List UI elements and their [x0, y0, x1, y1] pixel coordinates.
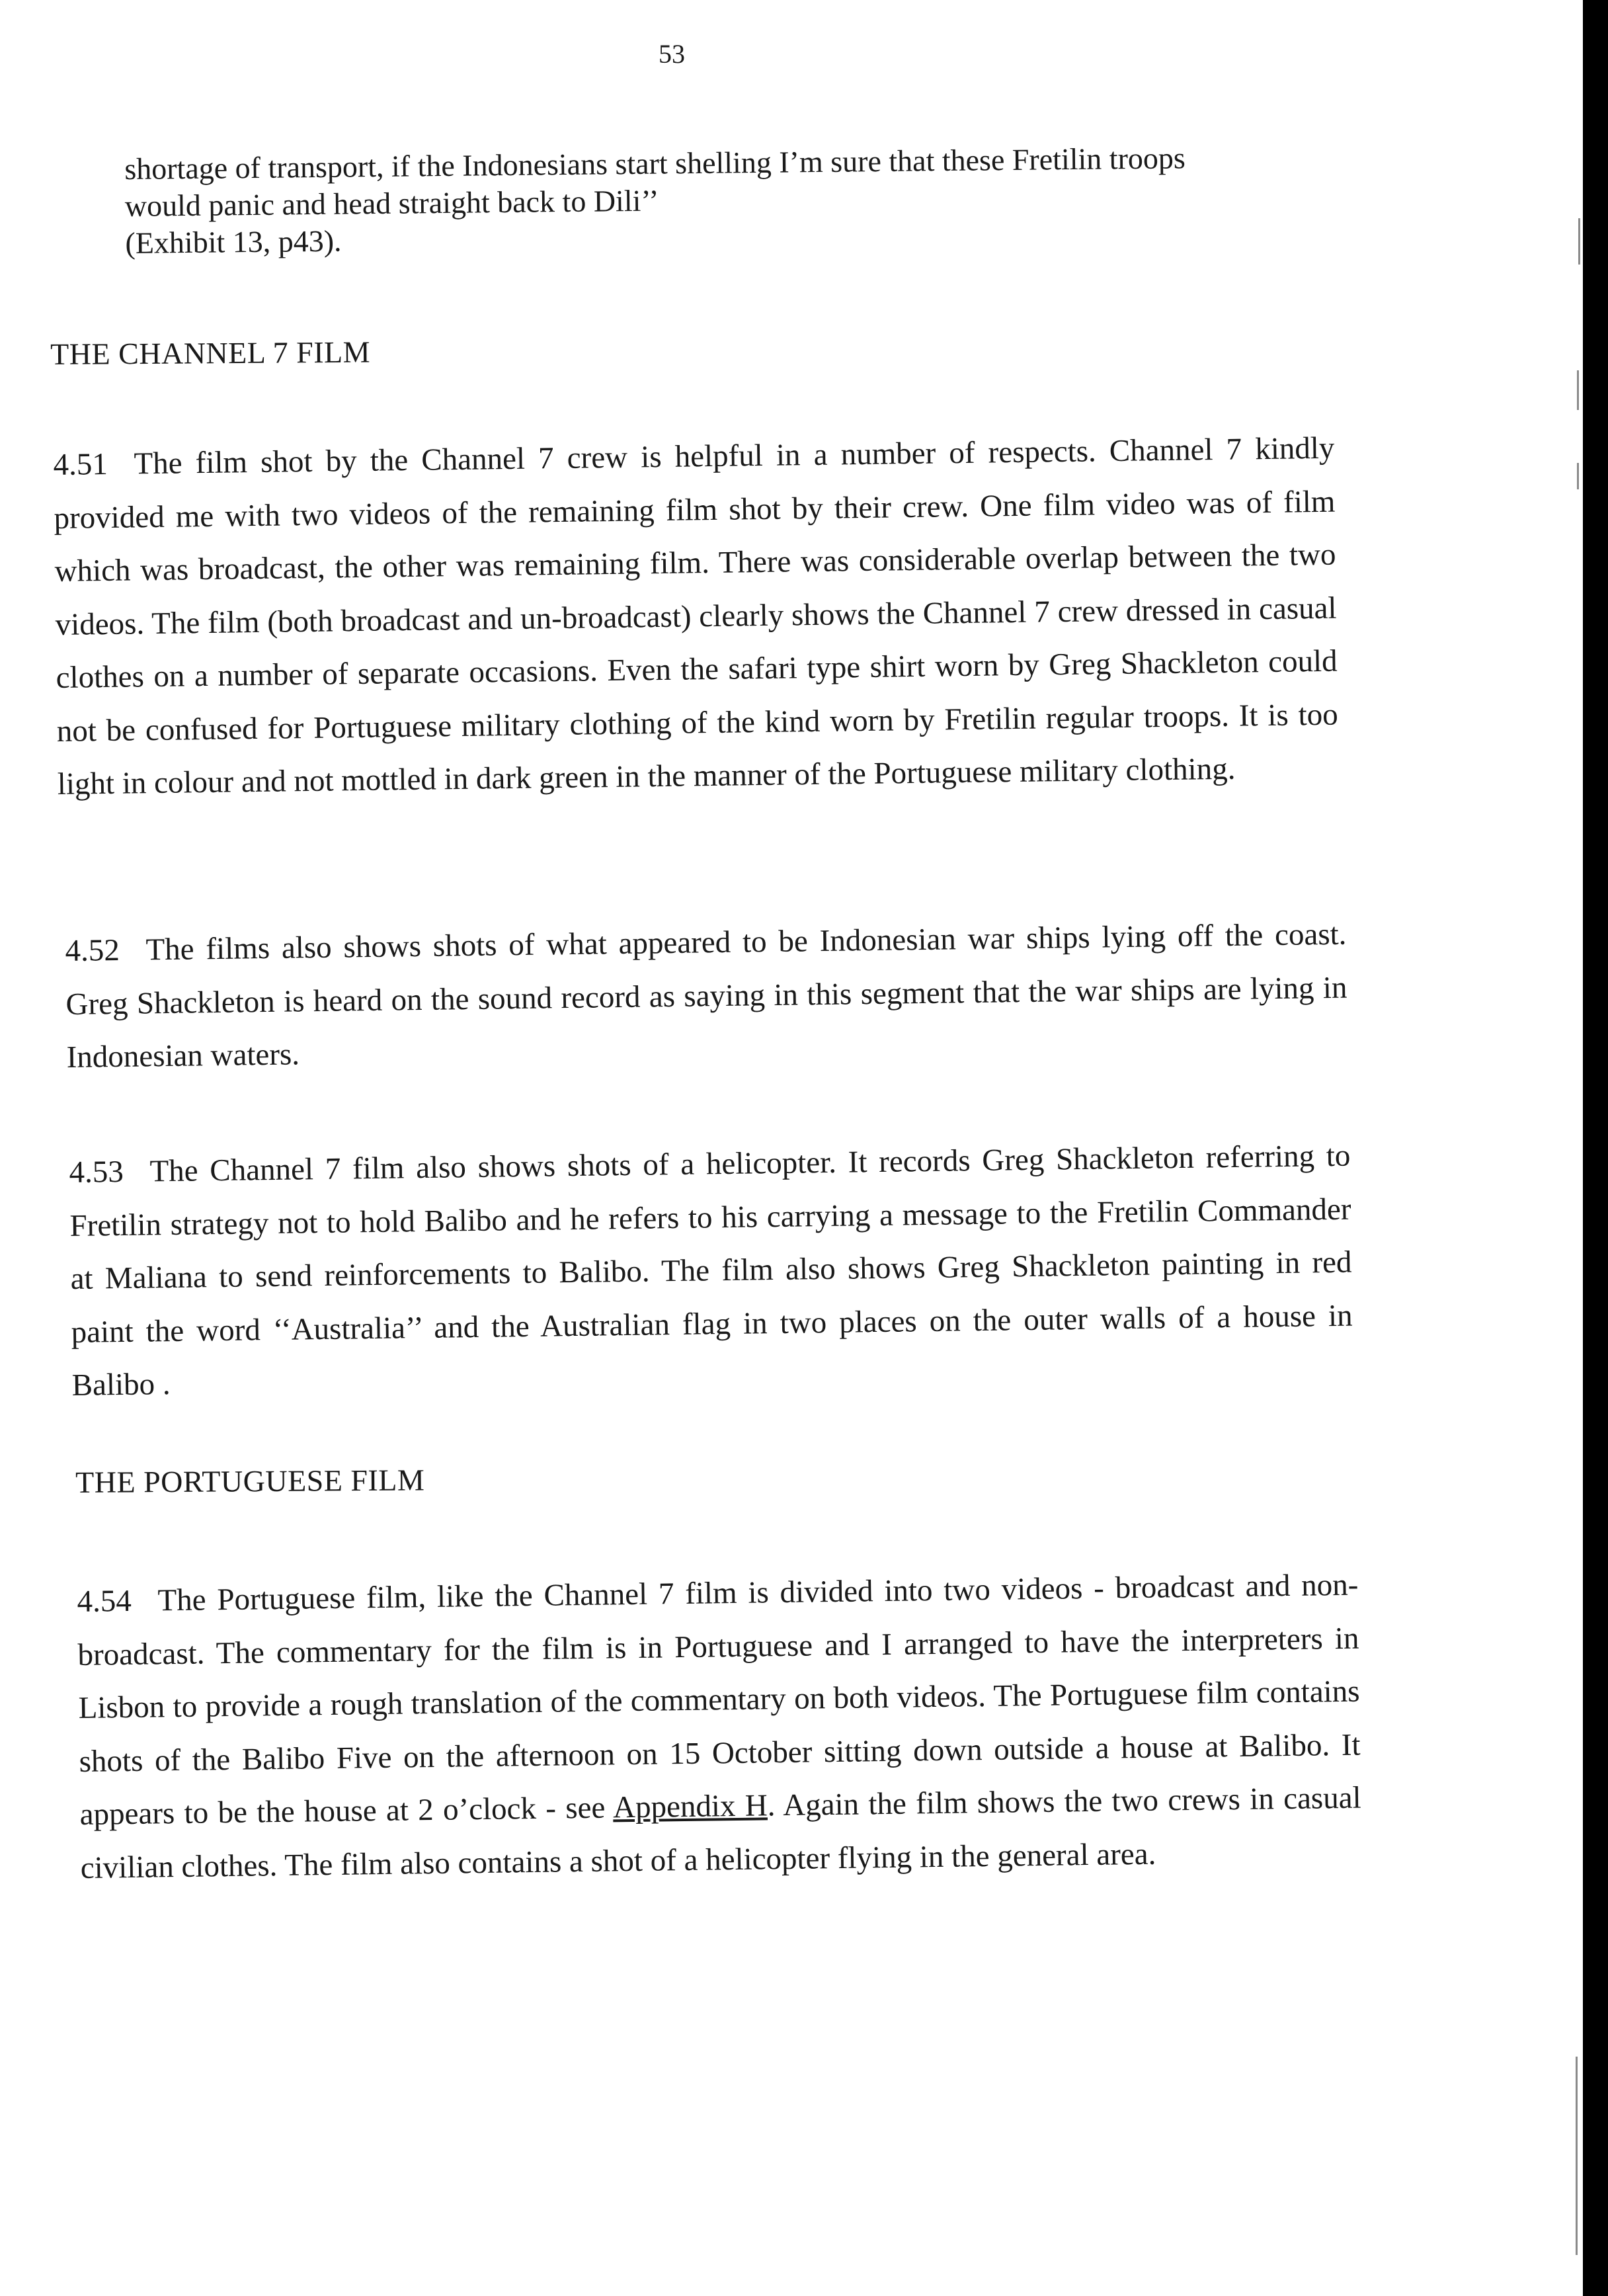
- paragraph-number: 4.51: [53, 446, 108, 482]
- paragraph-text: The films also shows shots of what appeared to be Indonesian war ships lying off the coast. Greg Shackleton is heard on the sound record as saying in this segment that the war ships are lying in Indonesian waters.: [65, 917, 1347, 1075]
- quote-line: shortage of transport, if the Indonesians start shelling I’m sure that these Fretilin troops: [124, 141, 1186, 186]
- paragraph-text: The Channel 7 film also shows shots of a helicopter. It records Greg Shackleton referring to Fretilin strategy not to hold Balibo and he refers to his carrying a message to the Fretilin Commander at Maliana to send reinforcements to Balibo. The film also shows Greg Shackleton painting in red paint the word ‘‘Australia’’ and the Australian flag in two places on the outer walls of a house in Balibo .: [69, 1138, 1353, 1403]
- quote-citation: (Exhibit 13, p43).: [125, 224, 342, 260]
- scan-artifact: [1576, 2057, 1578, 2255]
- paragraph-4-54: [77, 1559, 1362, 1895]
- paragraph-number: 4.52: [65, 932, 120, 968]
- paragraph-number: 4.54: [77, 1583, 132, 1619]
- paragraph-number: 4.53: [69, 1154, 124, 1190]
- page-number: 53: [659, 39, 685, 69]
- quote-line: would panic and head straight back to Dili’’: [124, 183, 659, 223]
- section-heading-channel7: THE CHANNEL 7 FILM: [50, 335, 371, 371]
- paragraph-4-53: [69, 1129, 1353, 1413]
- appendix-h-reference: Appendix H: [612, 1788, 768, 1825]
- paragraph-4-51: [53, 422, 1339, 811]
- section-heading-portuguese: THE PORTUGUESE FILM: [75, 1463, 425, 1499]
- scan-artifact: [1577, 370, 1579, 410]
- paragraph-text: . Again the film shows the two crews in casual civilian clothes. The film also contains a shot of a helicopter flying in the general area.: [80, 1780, 1361, 1885]
- scan-artifact: [1577, 463, 1579, 489]
- scan-artifact: [1578, 218, 1580, 265]
- paragraph-4-52: [65, 908, 1348, 1085]
- paragraph-text: The Portuguese film, like the Channel 7 film is divided into two videos - broadcast and non-broadcast. The commentary for the film is in Portuguese and I arranged to have the interpreters in Lisbon to provide a rough translation of the commentary on both videos. The Portuguese film contains shots of the Balibo Five on the afternoon on 15 October sitting down outside a house at Balibo. It appears to be the house at 2 o’clock - see: [77, 1567, 1361, 1832]
- scan-edge: [1583, 0, 1608, 2296]
- quote-block: [124, 138, 1336, 262]
- paragraph-text: The film shot by the Channel 7 crew is helpful in a number of respects. Channel 7 kindly provided me with two videos of the remaining film shot by their crew. One film video was of film which was broadcast, the other was remaining film. There was considerable overlap between the two videos. The film (both broadcast and un-broadcast) clearly shows the Channel 7 crew dressed in casual clothes on a number of separate occasions. Even the safari type shirt worn by Greg Shackleton could not be confused for Portuguese military clothing of the kind worn by Fretilin regular troops. It is too light in colour and not mottled in dark green in the manner of the Portuguese military clothing.: [54, 430, 1338, 801]
